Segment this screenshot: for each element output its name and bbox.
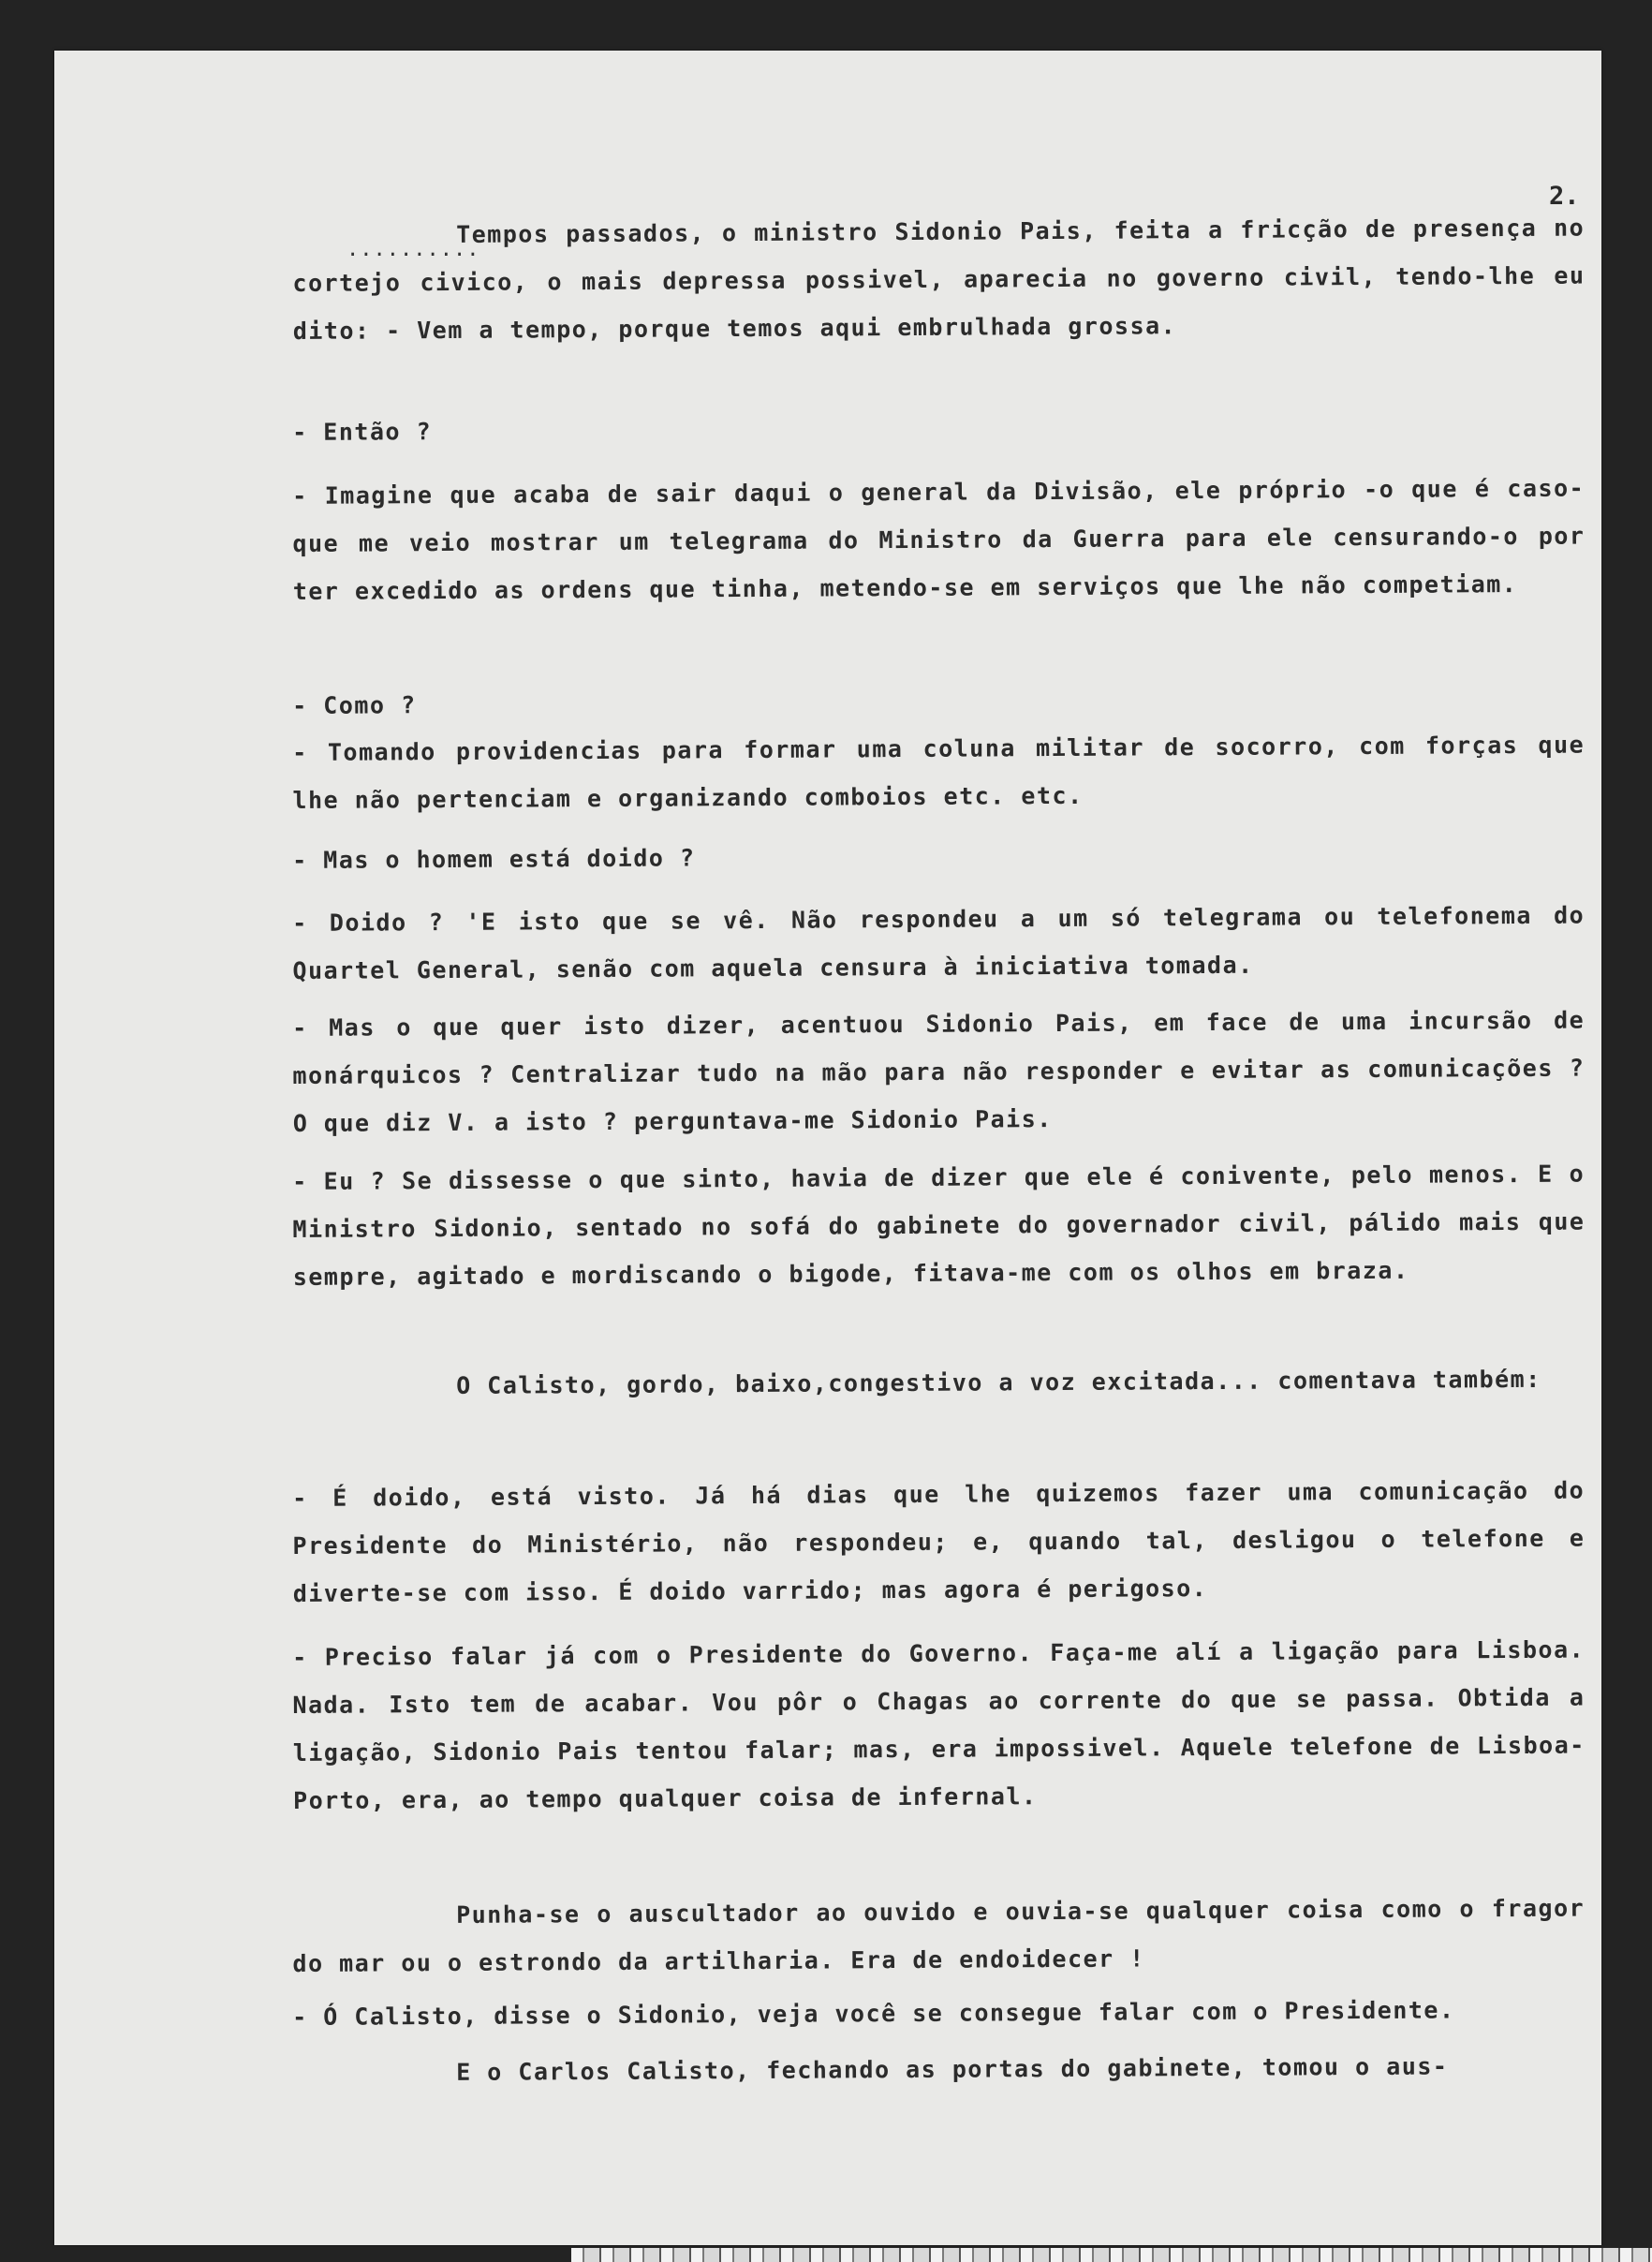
paragraph-3: - Imagine que acaba de sair daqui o general da Divisão, ele próprio -o que é caso- que me veio mostrar um telegrama do Ministro da Guerra para ele censurando-o por ter excedido as ordens que tinha, metendo-se em serviços que lhe não competiam.: [292, 474, 1586, 605]
paragraph-15: E o Carlos Calisto, fechando as portas do gabinete, tomou o aus-: [456, 2052, 1449, 2086]
paragraph-8: - Mas o que quer isto dizer, acentuou Sidonio Pais, em face de uma incursão de monárquicos ? Centralizar tudo na mão para não responder e evitar as comunicações ? O que diz V. a isto ? perguntava-me Sidonio Pais.: [292, 1006, 1586, 1137]
scan-calibration-strip: [571, 2248, 1652, 2262]
paragraph-4: - Como ?: [292, 691, 417, 719]
paragraph-13: Punha-se o auscultador ao ouvido e ouvia-se qualquer coisa como o fragor do mar ou o estrondo da artilharia. Era de endoidecer !: [292, 1894, 1586, 1977]
paragraph-11: - É doido, está visto. Já há dias que lhe quizemos fazer uma comunicação do Presidente do Ministério, não respondeu; e, quando tal, desligou o telefone e diverte-se com isso. É doido varrido; mas agora é perigoso.: [292, 1476, 1586, 1607]
paragraph-5: - Tomando providencias para formar uma coluna militar de socorro, com forças que lhe não pertenciam e organizando comboios etc. etc.: [292, 731, 1586, 814]
paragraph-7: - Doido ? 'E isto que se vê. Não respondeu a um só telegrama ou telefonema do Quartel General, senão com aquela censura à iniciativa tomada.: [292, 901, 1586, 984]
paragraph-12: - Preciso falar já com o Presidente do Governo. Faça-me alí a ligação para Lisboa. Nada. Isto tem de acabar. Vou pôr o Chagas ao corrente do que se passa. Obtida a ligação, Sidonio Pais tentou falar; mas, era impossivel. Aquele telefone de Lisboa-Porto, era, ao tempo qualquer coisa de infernal.: [292, 1635, 1586, 1814]
section-separator: ..........: [347, 238, 480, 261]
paragraph-6: - Mas o homem está doido ?: [292, 844, 696, 874]
paragraph-10: O Calisto, gordo, baixo,congestivo a voz excitada... comentava também:: [456, 1365, 1541, 1399]
paragraph-14: - Ó Calisto, disse o Sidonio, veja você se consegue falar com o Presidente.: [292, 1996, 1455, 2031]
paragraph-1: Tempos passados, o ministro Sidonio Pais, feita a fricção de presença no cortejo civico, o mais depressa possivel, aparecia no governo civil, tendo-lhe eu dito: - Vem a tempo, porque temos aqui embrulhada grossa.: [292, 214, 1586, 345]
page-number: 2.: [1549, 182, 1580, 211]
paragraph-2: - Então ?: [292, 418, 433, 446]
paragraph-9: - Eu ? Se dissesse o que sinto, havia de dizer que ele é conivente, pelo menos. E o Ministro Sidonio, sentado no sofá do gabinete do governador civil, pálido mais que sempre, agitado e mordiscando o bigode, fitava-me com os olhos em braza.: [292, 1160, 1586, 1291]
